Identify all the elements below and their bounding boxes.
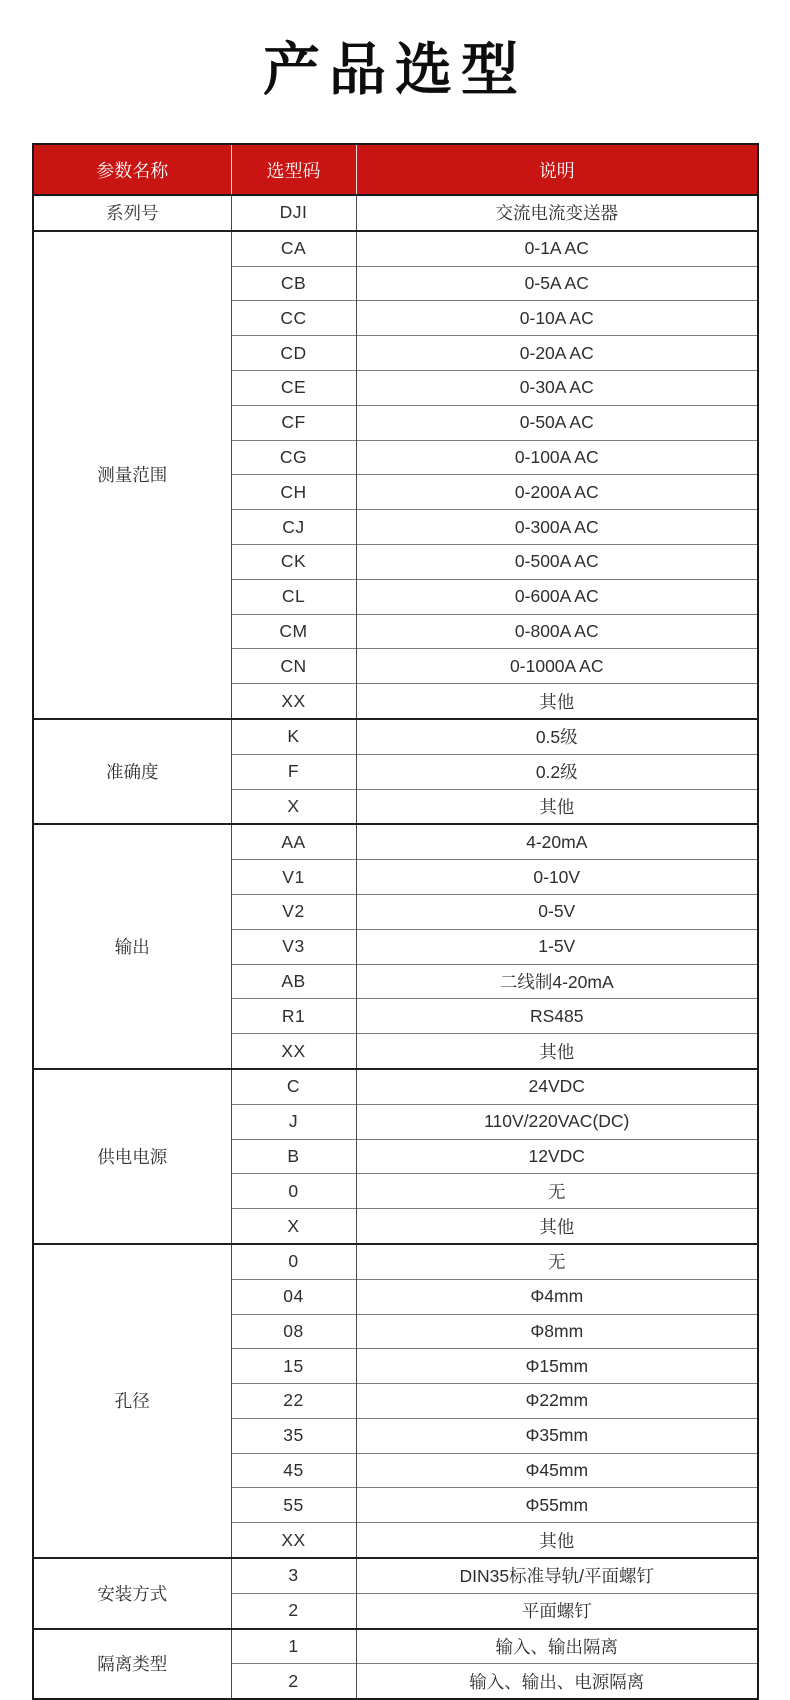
- description-cell: Φ35mm: [356, 1418, 758, 1453]
- description-cell: Φ8mm: [356, 1314, 758, 1349]
- code-cell: 2: [231, 1664, 356, 1699]
- description-cell: 0-5A AC: [356, 266, 758, 301]
- description-cell: 0-5V: [356, 894, 758, 929]
- code-cell: R1: [231, 999, 356, 1034]
- param-name-cell: 供电电源: [33, 1069, 231, 1244]
- table-row: [33, 1244, 758, 1279]
- description-cell: 0-600A AC: [356, 579, 758, 614]
- code-cell: 0: [231, 1174, 356, 1209]
- code-cell: V1: [231, 860, 356, 895]
- param-name-cell: 安装方式: [33, 1558, 231, 1629]
- code-cell: 0: [231, 1244, 356, 1279]
- description-cell: DIN35标准导轨/平面螺钉: [356, 1558, 758, 1593]
- description-cell: 0-1A AC: [356, 231, 758, 266]
- description-cell: 其他: [356, 684, 758, 719]
- code-cell: CD: [231, 336, 356, 371]
- description-cell: 无: [356, 1174, 758, 1209]
- description-cell: 其他: [356, 1523, 758, 1558]
- description-cell: 0-10A AC: [356, 301, 758, 336]
- description-cell: 无: [356, 1244, 758, 1279]
- table-row: [33, 1558, 758, 1593]
- code-cell: CL: [231, 579, 356, 614]
- code-cell: 1: [231, 1629, 356, 1664]
- code-cell: CN: [231, 649, 356, 684]
- code-cell: C: [231, 1069, 356, 1104]
- page-title: 产品选型: [263, 38, 527, 102]
- description-cell: 其他: [356, 1209, 758, 1244]
- description-cell: 输入、输出、电源隔离: [356, 1664, 758, 1699]
- description-cell: 输入、输出隔离: [356, 1629, 758, 1664]
- header-cell-code: 选型码: [231, 144, 356, 195]
- code-cell: 2: [231, 1593, 356, 1628]
- description-cell: Φ22mm: [356, 1384, 758, 1419]
- description-cell: Φ4mm: [356, 1279, 758, 1314]
- description-cell: 二线制4-20mA: [356, 964, 758, 999]
- code-cell: CM: [231, 614, 356, 649]
- code-cell: CJ: [231, 510, 356, 545]
- description-cell: 其他: [356, 1034, 758, 1069]
- code-cell: CA: [231, 231, 356, 266]
- description-cell: 0-20A AC: [356, 336, 758, 371]
- code-cell: 45: [231, 1453, 356, 1488]
- description-cell: 0-500A AC: [356, 544, 758, 579]
- code-cell: J: [231, 1104, 356, 1139]
- code-cell: CB: [231, 266, 356, 301]
- table-row: [33, 1629, 758, 1664]
- code-cell: AA: [231, 824, 356, 859]
- description-cell: 0-30A AC: [356, 370, 758, 405]
- selection-table-body: [33, 195, 758, 1699]
- description-cell: 0-100A AC: [356, 440, 758, 475]
- param-name-cell: 准确度: [33, 719, 231, 824]
- code-cell: K: [231, 719, 356, 754]
- description-cell: 0.2级: [356, 754, 758, 789]
- code-cell: 22: [231, 1384, 356, 1419]
- description-cell: 0-10V: [356, 860, 758, 895]
- table-row: [33, 231, 758, 266]
- description-cell: 1-5V: [356, 929, 758, 964]
- code-cell: DJI: [231, 195, 356, 231]
- description-cell: Φ15mm: [356, 1349, 758, 1384]
- param-name-cell: 孔径: [33, 1244, 231, 1558]
- table-row: [33, 195, 758, 231]
- description-cell: Φ45mm: [356, 1453, 758, 1488]
- code-cell: B: [231, 1139, 356, 1174]
- param-name-cell: 系列号: [33, 195, 231, 231]
- code-cell: CH: [231, 475, 356, 510]
- param-name-cell: 隔离类型: [33, 1629, 231, 1700]
- description-cell: 0-800A AC: [356, 614, 758, 649]
- description-cell: RS485: [356, 999, 758, 1034]
- description-cell: 其他: [356, 789, 758, 824]
- description-cell: 0-1000A AC: [356, 649, 758, 684]
- code-cell: CE: [231, 370, 356, 405]
- product-selection-table: [32, 143, 759, 1700]
- code-cell: V2: [231, 894, 356, 929]
- code-cell: 15: [231, 1349, 356, 1384]
- header-cell-description: 说明: [356, 144, 758, 195]
- code-cell: 04: [231, 1279, 356, 1314]
- table-row: [33, 824, 758, 859]
- code-cell: XX: [231, 684, 356, 719]
- description-cell: 0.5级: [356, 719, 758, 754]
- code-cell: CF: [231, 405, 356, 440]
- code-cell: 08: [231, 1314, 356, 1349]
- description-cell: 24VDC: [356, 1069, 758, 1104]
- code-cell: 3: [231, 1558, 356, 1593]
- table-row: [33, 719, 758, 754]
- code-cell: 35: [231, 1418, 356, 1453]
- table-row: [33, 1069, 758, 1104]
- code-cell: CC: [231, 301, 356, 336]
- description-cell: 110V/220VAC(DC): [356, 1104, 758, 1139]
- code-cell: 55: [231, 1488, 356, 1523]
- description-cell: 0-200A AC: [356, 475, 758, 510]
- description-cell: Φ55mm: [356, 1488, 758, 1523]
- description-cell: 交流电流变送器: [356, 195, 758, 231]
- code-cell: CK: [231, 544, 356, 579]
- code-cell: CG: [231, 440, 356, 475]
- code-cell: V3: [231, 929, 356, 964]
- code-cell: XX: [231, 1523, 356, 1558]
- code-cell: F: [231, 754, 356, 789]
- param-name-cell: 输出: [33, 824, 231, 1069]
- table-header-row: [33, 144, 758, 195]
- description-cell: 平面螺钉: [356, 1593, 758, 1628]
- description-cell: 4-20mA: [356, 824, 758, 859]
- param-name-cell: 测量范围: [33, 231, 231, 719]
- description-cell: 0-300A AC: [356, 510, 758, 545]
- code-cell: X: [231, 789, 356, 824]
- code-cell: X: [231, 1209, 356, 1244]
- header-cell-param-name: 参数名称: [33, 144, 231, 195]
- code-cell: AB: [231, 964, 356, 999]
- description-cell: 12VDC: [356, 1139, 758, 1174]
- description-cell: 0-50A AC: [356, 405, 758, 440]
- code-cell: XX: [231, 1034, 356, 1069]
